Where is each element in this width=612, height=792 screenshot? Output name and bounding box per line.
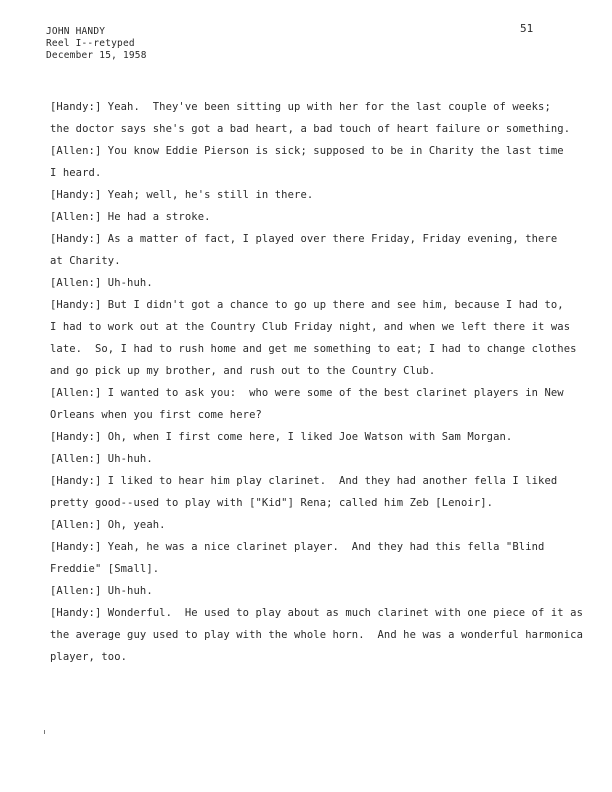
transcript-line: Orleans when you first come here? <box>50 409 262 421</box>
transcript-line: pretty good--used to play with ["Kid"] Rena; called him Zeb [Lenoir]. <box>50 497 494 509</box>
document-header <box>46 26 147 62</box>
header-date: December 15, 1958 <box>46 50 147 61</box>
transcript-line: [Allen:] Uh-huh. <box>50 585 153 597</box>
transcript-line: [Handy:] Oh, when I first come here, I liked Joe Watson with Sam Morgan. <box>50 431 513 443</box>
transcript-line: [Handy:] But I didn't got a chance to go up there and see him, because I had to, <box>50 299 564 311</box>
transcript-body <box>50 96 583 668</box>
transcript-line: and go pick up my brother, and rush out to the Country Club. <box>50 365 436 377</box>
transcript-line: I had to work out at the Country Club Friday night, and when we left there it was <box>50 321 571 333</box>
transcript-line: at Charity. <box>50 255 121 267</box>
transcript-line: [Allen:] Uh-huh. <box>50 453 153 465</box>
transcript-line: I heard. <box>50 167 102 179</box>
transcript-line: [Allen:] He had a stroke. <box>50 211 211 223</box>
transcript-line: the doctor says she's got a bad heart, a bad touch of heart failure or something. <box>50 123 571 135</box>
transcript-line: player, too. <box>50 651 128 663</box>
transcript-line: [Allen:] I wanted to ask you: who were some of the best clarinet players in New <box>50 387 564 399</box>
header-interviewee: JOHN HANDY <box>46 26 106 37</box>
transcript-line: [Handy:] Yeah; well, he's still in there. <box>50 189 314 201</box>
transcript-line: [Handy:] As a matter of fact, I played over there Friday, Friday evening, there <box>50 233 558 245</box>
page-number: 51 <box>520 22 534 35</box>
transcript-line: [Allen:] You know Eddie Pierson is sick; supposed to be in Charity the last time <box>50 145 564 157</box>
scan-mark <box>44 730 45 734</box>
transcript-line: Freddie" [Small]. <box>50 563 160 575</box>
transcript-line: [Handy:] I liked to hear him play clarinet. And they had another fella I liked <box>50 475 558 487</box>
transcript-line: [Allen:] Oh, yeah. <box>50 519 166 531</box>
transcript-line: late. So, I had to rush home and get me something to eat; I had to change clothes <box>50 343 577 355</box>
transcript-line: [Handy:] Wonderful. He used to play about as much clarinet with one piece of it as <box>50 607 583 619</box>
transcript-line: [Allen:] Uh-huh. <box>50 277 153 289</box>
header-reel: Reel I--retyped <box>46 38 135 49</box>
transcript-line: [Handy:] Yeah, he was a nice clarinet player. And they had this fella "Blind <box>50 541 545 553</box>
transcript-line: the average guy used to play with the whole horn. And he was a wonderful harmonica <box>50 629 583 641</box>
transcript-line: [Handy:] Yeah. They've been sitting up with her for the last couple of weeks; <box>50 101 551 113</box>
